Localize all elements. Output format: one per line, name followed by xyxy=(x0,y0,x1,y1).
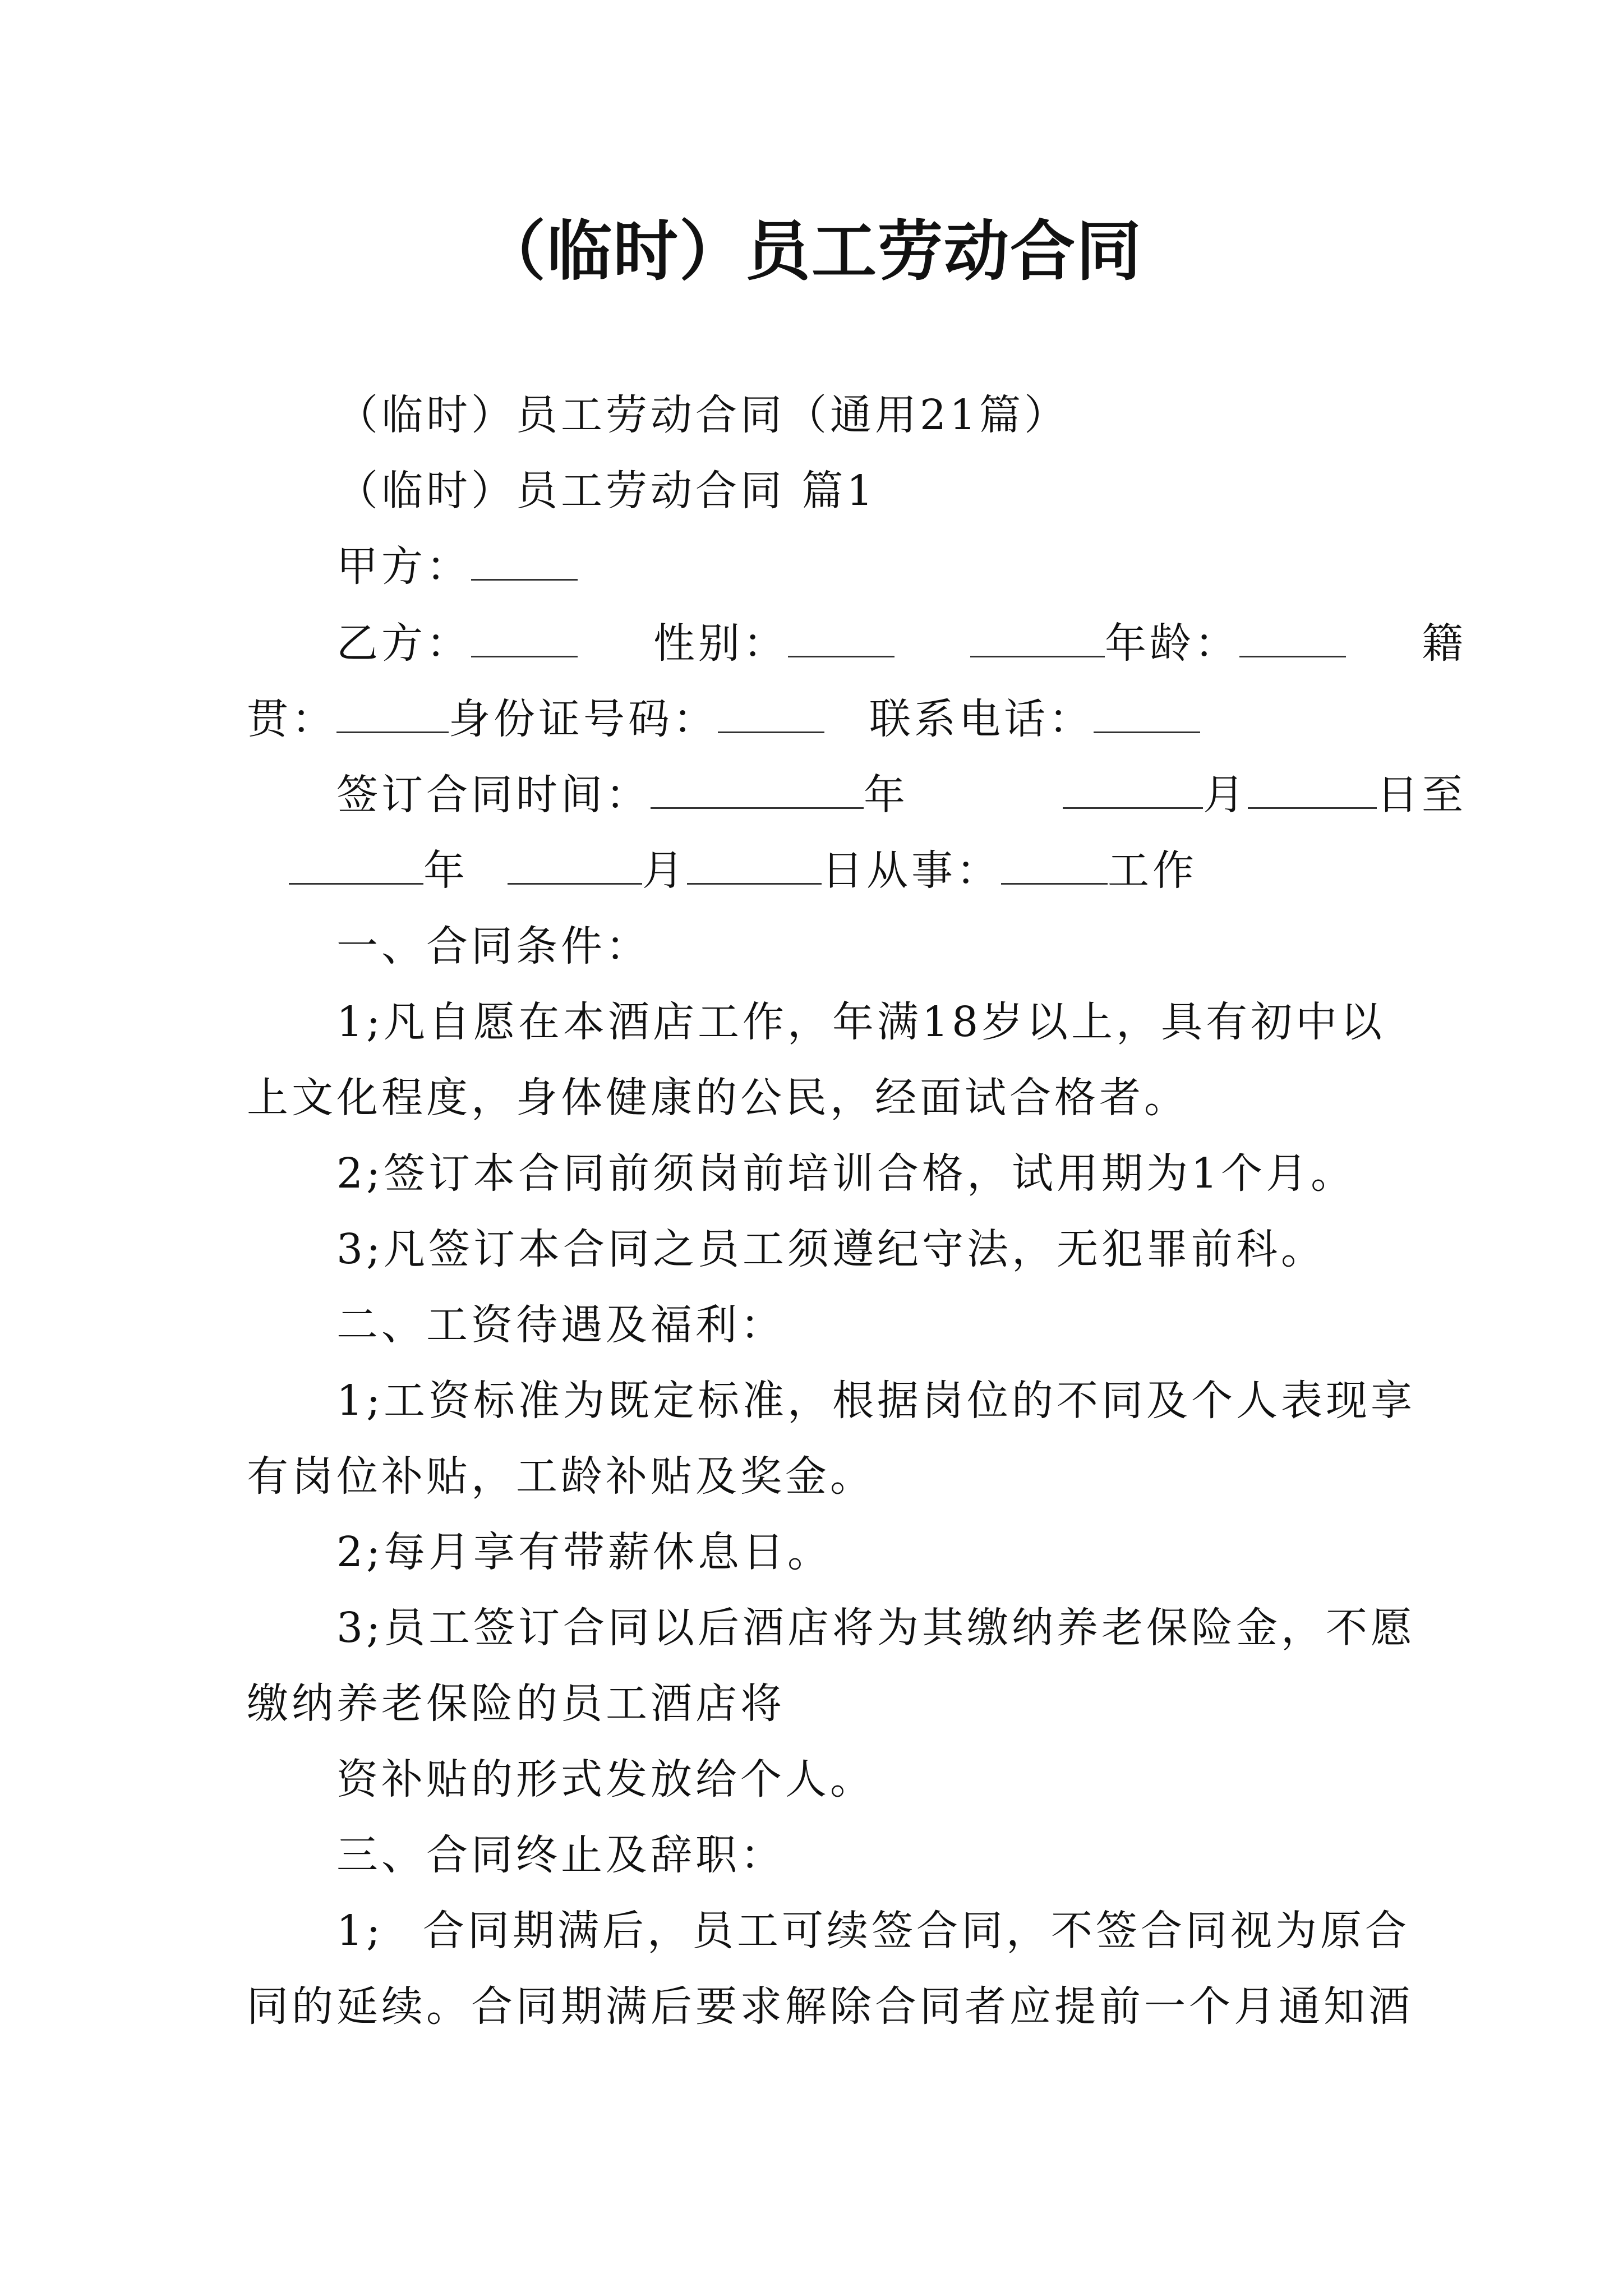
sign-end-group xyxy=(1063,767,1467,823)
sign-time-line-2 xyxy=(289,843,1197,899)
section-1-heading: 一、合同条件： xyxy=(336,922,651,970)
section-3-para-1-text: 合同期满后，员工可续签合同，不签合同视为原合 xyxy=(423,1907,1410,1955)
party-a-line xyxy=(336,539,578,595)
origin-label-part2: 贯： xyxy=(247,695,336,743)
party-b-label: 乙方： xyxy=(336,619,471,668)
document-title: （临时）员工劳动合同 xyxy=(481,214,1142,289)
id-number-label: 身份证号码： xyxy=(449,695,718,743)
start-day-blank[interactable] xyxy=(1248,768,1377,809)
section-2-para-3-line-1: 3;员工签订合同以后酒店将为其缴纳养老保险金，不愿 xyxy=(336,1604,1416,1652)
gender-label: 性别： xyxy=(653,619,788,668)
sign-time-line xyxy=(336,767,1467,823)
party-a-blank[interactable] xyxy=(471,540,578,581)
start-month-blank[interactable] xyxy=(1063,768,1203,809)
year-label: 年 xyxy=(864,771,909,819)
start-year-blank[interactable] xyxy=(651,768,864,809)
section-3-para-1-line-1 xyxy=(336,1903,1410,1959)
origin-label-part1: 籍 xyxy=(1422,619,1467,668)
phone-label: 联系电话： xyxy=(869,695,1094,743)
extra-blank[interactable] xyxy=(970,616,1105,657)
age-group xyxy=(970,615,1346,671)
month-label: 月 xyxy=(1203,771,1248,819)
end-day-blank[interactable] xyxy=(687,844,822,885)
section-2-para-3-line-2: 缴纳养老保险的员工酒店将 xyxy=(247,1680,785,1728)
gender-blank[interactable] xyxy=(788,616,895,657)
section-3-para-1-number: 1; xyxy=(336,1907,384,1955)
party-a-label: 甲方： xyxy=(336,542,471,591)
age-label: 年龄： xyxy=(1105,619,1239,668)
section-1-para-2: 2;签订本合同前须岗前培训合格，试用期为1个月。 xyxy=(336,1149,1356,1198)
document-subtitle: （临时）员工劳动合同（通用21篇） xyxy=(336,391,1069,439)
section-2-para-1-line-1: 1;工资标准为既定标准，根据岗位的不同及个人表现享 xyxy=(336,1377,1416,1425)
end-year-blank[interactable] xyxy=(289,844,423,885)
sign-time-label: 签订合同时间： xyxy=(336,771,651,819)
phone-blank[interactable] xyxy=(1094,692,1200,733)
section-3-heading: 三、合同终止及辞职： xyxy=(336,1831,785,1879)
id-number-blank[interactable] xyxy=(718,692,824,733)
section-2-para-3-line-3: 资补贴的形式发放给个人。 xyxy=(336,1755,875,1803)
sign-start-group xyxy=(336,767,909,823)
party-b-group xyxy=(336,615,578,671)
section-1-para-3: 3;凡签订本合同之员工须遵纪守法，无犯罪前科。 xyxy=(336,1225,1326,1273)
day-to-label: 日至 xyxy=(1377,771,1467,819)
party-b-line-2 xyxy=(247,691,1200,747)
section-3-para-1-line-2: 同的延续。合同期满后要求解除合同者应提前一个月通知酒 xyxy=(247,1982,1413,2031)
section-heading: （临时）员工劳动合同 篇1 xyxy=(336,467,877,515)
month-label-2: 月 xyxy=(642,846,687,895)
section-2-heading: 二、工资待遇及福利： xyxy=(336,1301,785,1349)
origin-blank[interactable] xyxy=(336,692,449,733)
gender-group xyxy=(653,615,895,671)
section-1-para-1-line-2: 上文化程度，身体健康的公民，经面试合格者。 xyxy=(247,1074,1189,1122)
section-1-para-1-line-1: 1;凡自愿在本酒店工作，年满18岁以上，具有初中以 xyxy=(336,998,1386,1046)
party-b-name-blank[interactable] xyxy=(471,616,578,657)
end-month-blank[interactable] xyxy=(508,844,642,885)
age-blank[interactable] xyxy=(1239,616,1346,657)
section-2-para-1-line-2: 有岗位补贴，工龄补贴及奖金。 xyxy=(247,1452,875,1501)
section-2-para-2: 2;每月享有带薪休息日。 xyxy=(336,1528,833,1576)
engaged-label: 日从事： xyxy=(822,846,1001,895)
year-label-2: 年 xyxy=(423,846,468,895)
work-blank[interactable] xyxy=(1001,844,1108,885)
work-label: 工作 xyxy=(1108,846,1197,895)
party-b-line xyxy=(336,615,1467,671)
